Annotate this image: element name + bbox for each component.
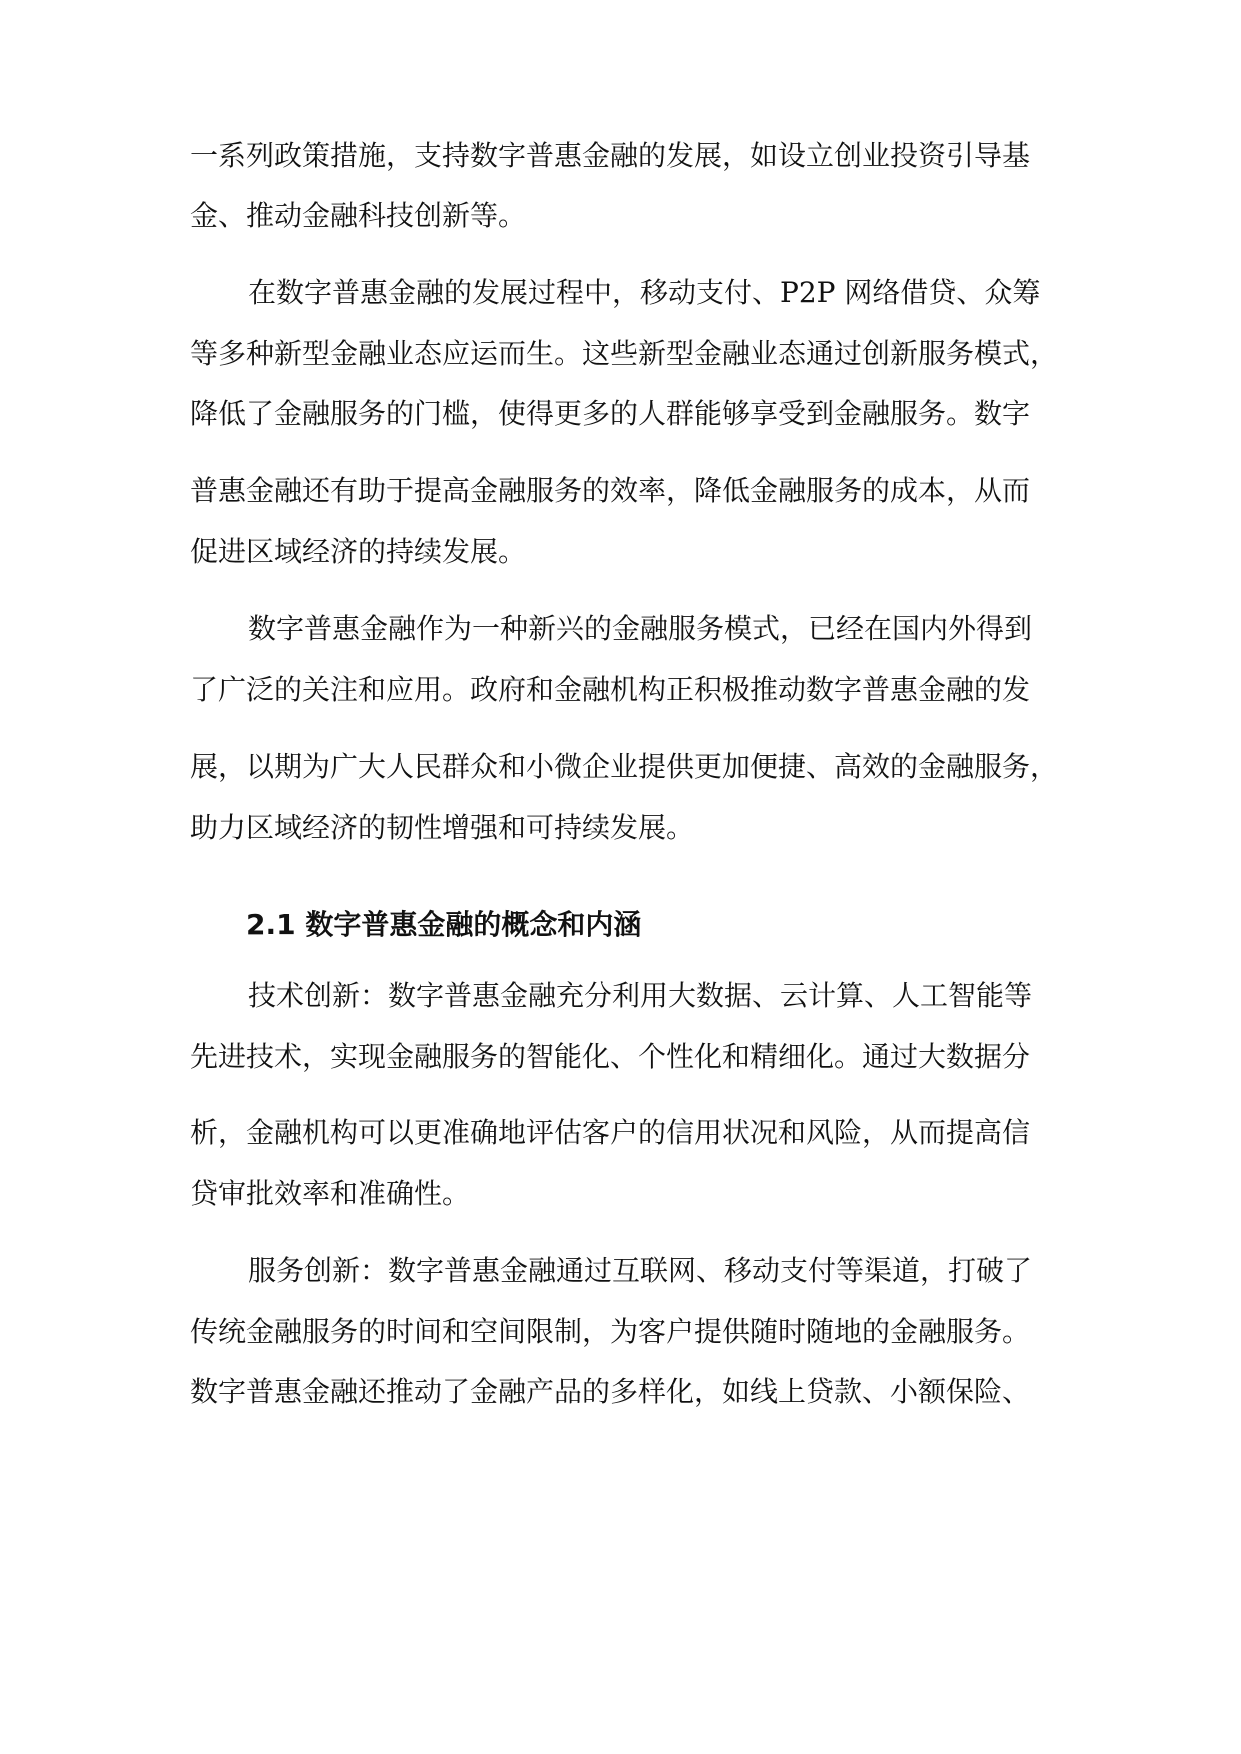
paragraph-line: 析，金融机构可以更准确地评估客户的信用状况和风险，从而提高信 — [190, 1116, 1031, 1149]
paragraph-line: 数字普惠金融作为一种新兴的金融服务模式，已经在国内外得到 — [248, 612, 1033, 645]
paragraph-line: 传统金融服务的时间和空间限制，为客户提供随时随地的金融服务。 — [190, 1315, 1031, 1348]
paragraph-line: 在数字普惠金融的发展过程中，移动支付、P2P 网络借贷、众筹 — [248, 276, 1041, 309]
paragraph-line: 了广泛的关注和应用。政府和金融机构正积极推动数字普惠金融的发 — [190, 673, 1031, 706]
paragraph-line: 助力区域经济的韧性增强和可持续发展。 — [190, 811, 695, 844]
paragraph-line: 数字普惠金融还推动了金融产品的多样化，如线上贷款、小额保险、 — [190, 1375, 1031, 1408]
paragraph-line: 技术创新：数字普惠金融充分利用大数据、云计算、人工智能等 — [248, 979, 1033, 1012]
paragraph-line: 贷审批效率和准确性。 — [190, 1177, 471, 1210]
paragraph-line: 一系列政策措施，支持数字普惠金融的发展，如设立创业投资引导基 — [190, 139, 1031, 172]
paragraph-line: 等多种新型金融业态应运而生。这些新型金融业态通过创新服务模式， — [190, 337, 1059, 370]
paragraph-line: 普惠金融还有助于提高金融服务的效率，降低金融服务的成本，从而 — [190, 474, 1031, 507]
paragraph-line: 展，以期为广大人民群众和小微企业提供更加便捷、高效的金融服务， — [190, 750, 1059, 783]
paragraph-line: 先进技术，实现金融服务的智能化、个性化和精细化。通过大数据分 — [190, 1040, 1031, 1073]
paragraph-line: 促进区域经济的持续发展。 — [190, 535, 527, 568]
paragraph-line: 降低了金融服务的门槛，使得更多的人群能够享受到金融服务。数字 — [190, 397, 1031, 430]
section-heading: 2.1 数字普惠金融的概念和内涵 — [246, 908, 642, 941]
paragraph-line: 服务创新：数字普惠金融通过互联网、移动支付等渠道，打破了 — [248, 1254, 1033, 1287]
paragraph-line: 金、推动金融科技创新等。 — [190, 199, 527, 232]
